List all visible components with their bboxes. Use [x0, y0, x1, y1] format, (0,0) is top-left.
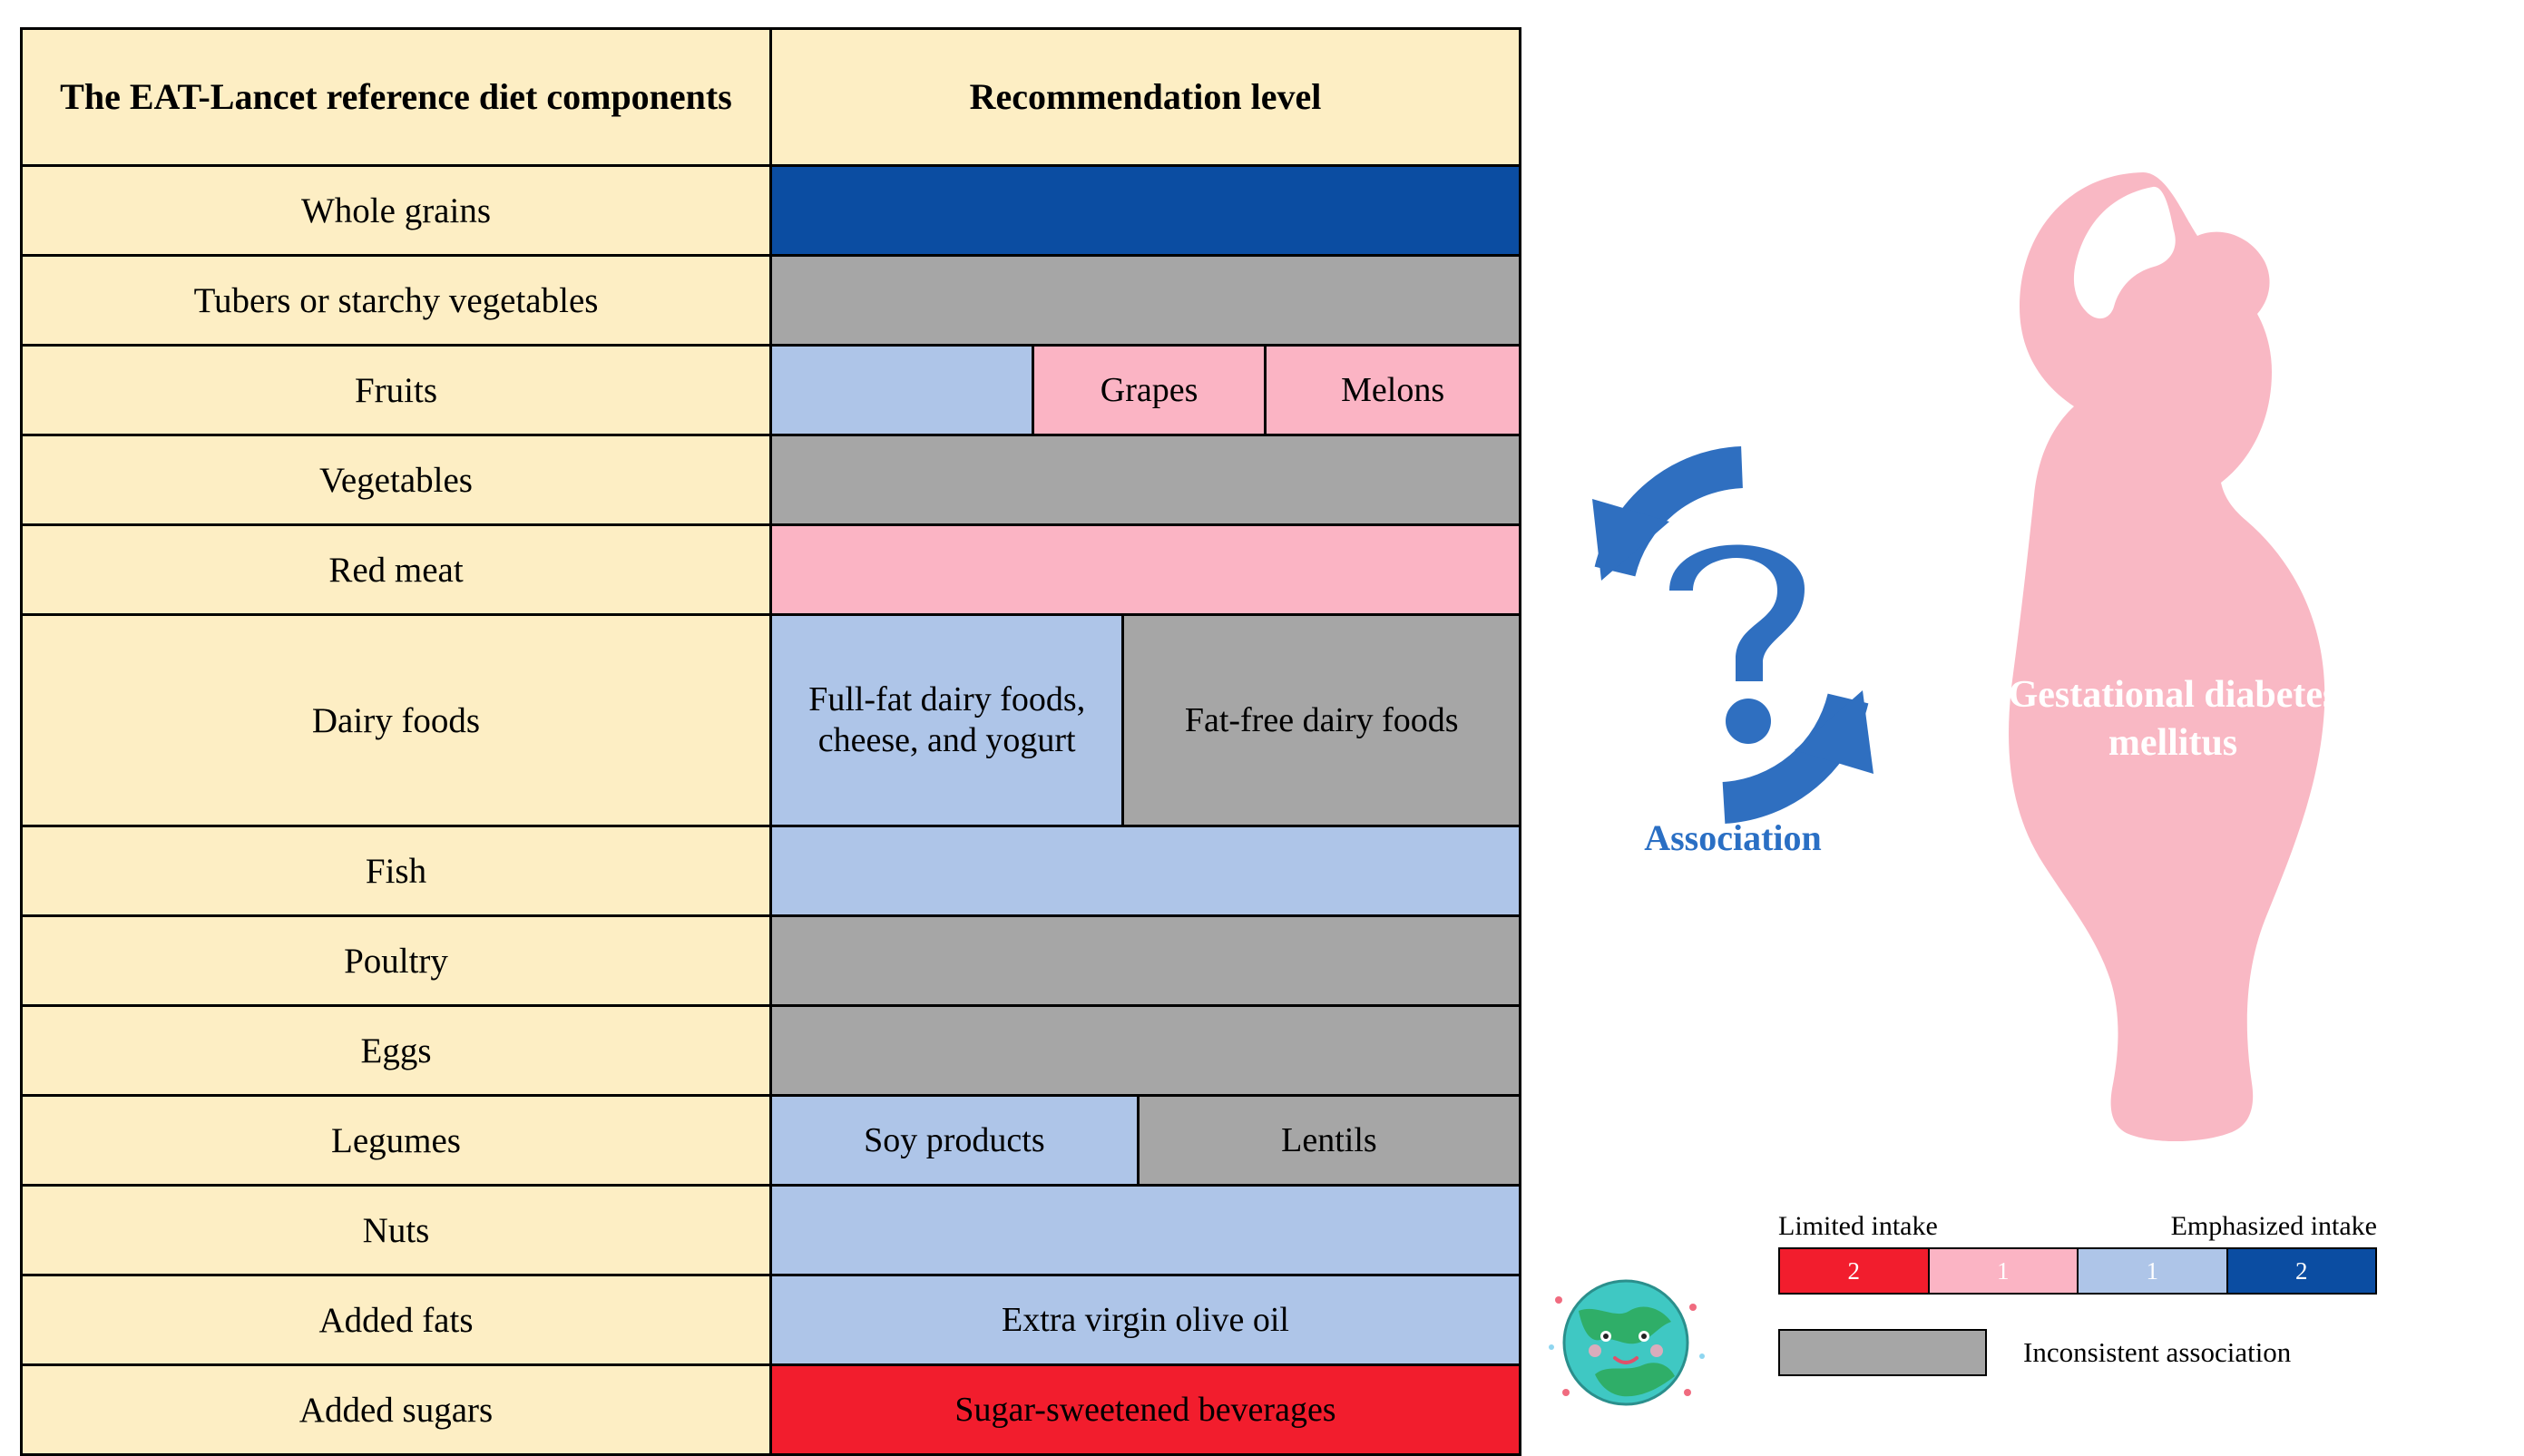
- table-body: [22, 166, 1521, 1455]
- recommendation-cell: [771, 916, 1521, 1006]
- table-row: [22, 826, 1521, 916]
- recommendation-cell: [771, 1096, 1521, 1186]
- gdm-figure-svg: [1932, 154, 2404, 1170]
- recommendation-segment: [772, 526, 1519, 613]
- recommendation-bar: [772, 616, 1519, 825]
- diet-component-cell: Nuts: [22, 1186, 771, 1275]
- recommendation-cell: [771, 166, 1521, 256]
- gdm-label: Gestational diabetes mellitus: [2008, 674, 2338, 764]
- recommendation-bar: [772, 917, 1519, 1004]
- recommendation-segment: [772, 257, 1519, 344]
- table-row: [22, 256, 1521, 346]
- legend: [1778, 1211, 2522, 1376]
- table-row: [22, 1365, 1521, 1455]
- diet-component-cell: Tubers or starchy vegetables: [22, 256, 771, 346]
- legend-swatch: 1: [1930, 1249, 2079, 1293]
- table-row: [22, 916, 1521, 1006]
- recommendation-segment: Extra virgin olive oil: [772, 1276, 1519, 1363]
- recommendation-cell: [771, 525, 1521, 615]
- recommendation-segment: [772, 436, 1519, 523]
- recommendation-cell: [771, 615, 1521, 826]
- table-row: [22, 1275, 1521, 1365]
- recommendation-bar: [772, 1276, 1519, 1363]
- recommendation-cell: [771, 826, 1521, 916]
- table-row: [22, 346, 1521, 435]
- diet-component-cell: Fish: [22, 826, 771, 916]
- legend-emphasized-caption: Emphasized intake: [2170, 1211, 2377, 1241]
- legend-captions: [1778, 1211, 2522, 1247]
- legend-inconsistent: [1778, 1329, 2522, 1376]
- recommendation-segment: Sugar-sweetened beverages: [772, 1366, 1519, 1453]
- legend-swatch: 2: [1780, 1249, 1930, 1293]
- recommendation-bar: [772, 347, 1519, 434]
- table-row: [22, 435, 1521, 525]
- diet-component-cell: Dairy foods: [22, 615, 771, 826]
- recommendation-cell: [771, 346, 1521, 435]
- question-mark-icon: [1669, 545, 1805, 745]
- recommendation-segment: Fat-free dairy foods: [1124, 616, 1519, 825]
- recommendation-bar: [772, 1097, 1519, 1184]
- recommendation-segment: [772, 167, 1519, 254]
- diet-component-cell: Vegetables: [22, 435, 771, 525]
- diet-component-cell: Added fats: [22, 1275, 771, 1365]
- table-row: [22, 1186, 1521, 1275]
- recommendation-segment: [772, 917, 1519, 1004]
- diet-component-cell: Poultry: [22, 916, 771, 1006]
- table-row: [22, 1096, 1521, 1186]
- recommendation-segment: [772, 1007, 1519, 1094]
- diet-component-cell: Legumes: [22, 1096, 771, 1186]
- recommendation-cell: [771, 1006, 1521, 1096]
- diet-component-cell: Whole grains: [22, 166, 771, 256]
- recommendation-segment: Soy products: [772, 1097, 1140, 1184]
- recommendation-segment: Grapes: [1034, 347, 1267, 434]
- table-header-row: [22, 29, 1521, 166]
- table-row: [22, 1006, 1521, 1096]
- recommendation-cell: [771, 256, 1521, 346]
- recommendation-cell: [771, 1365, 1521, 1455]
- legend-inconsistent-label: Inconsistent association: [2023, 1336, 2292, 1368]
- recommendation-bar: [772, 257, 1519, 344]
- diet-component-cell: Eggs: [22, 1006, 771, 1096]
- recommendation-bar: [772, 1366, 1519, 1453]
- legend-swatch: 1: [2079, 1249, 2228, 1293]
- recommendation-bar: [772, 1187, 1519, 1274]
- legend-limited-caption: Limited intake: [1778, 1211, 1938, 1241]
- pregnant-woman-silhouette-icon: [1932, 154, 2404, 1170]
- recommendation-segment: Lentils: [1140, 1097, 1519, 1184]
- recommendation-bar: [772, 526, 1519, 613]
- circular-arrows-icon: [1574, 413, 1892, 866]
- recommendation-bar: [772, 1007, 1519, 1094]
- recommendation-segment: Full-fat dairy foods, cheese, and yogurt: [772, 616, 1124, 825]
- recommendation-bar: [772, 167, 1519, 254]
- association-label: Association: [1644, 817, 1822, 858]
- diet-component-cell: Fruits: [22, 346, 771, 435]
- earth-globe-icon: [1542, 1256, 1710, 1424]
- recommendation-segment: [772, 827, 1519, 914]
- table-row: [22, 166, 1521, 256]
- association-arrows: [1574, 413, 1892, 866]
- recommendation-cell: [771, 1275, 1521, 1365]
- recommendation-bar: [772, 436, 1519, 523]
- recommendation-segment: Melons: [1267, 347, 1519, 434]
- diet-component-cell: Red meat: [22, 525, 771, 615]
- recommendation-bar: [772, 827, 1519, 914]
- recommendation-segment: [772, 347, 1034, 434]
- recommendation-cell: [771, 1186, 1521, 1275]
- eat-lancet-recommendation-table: [20, 27, 1521, 1456]
- recommendation-cell: [771, 435, 1521, 525]
- recommendation-segment: [772, 1187, 1519, 1274]
- table-row: [22, 615, 1521, 826]
- header-diet-components: The EAT-Lancet reference diet components: [22, 29, 771, 166]
- table-row: [22, 525, 1521, 615]
- legend-inconsistent-swatch: [1778, 1329, 1987, 1376]
- legend-swatch: 2: [2228, 1249, 2376, 1293]
- legend-scale: [1778, 1247, 2377, 1295]
- header-recommendation-level: Recommendation level: [771, 29, 1521, 166]
- diet-component-cell: Added sugars: [22, 1365, 771, 1455]
